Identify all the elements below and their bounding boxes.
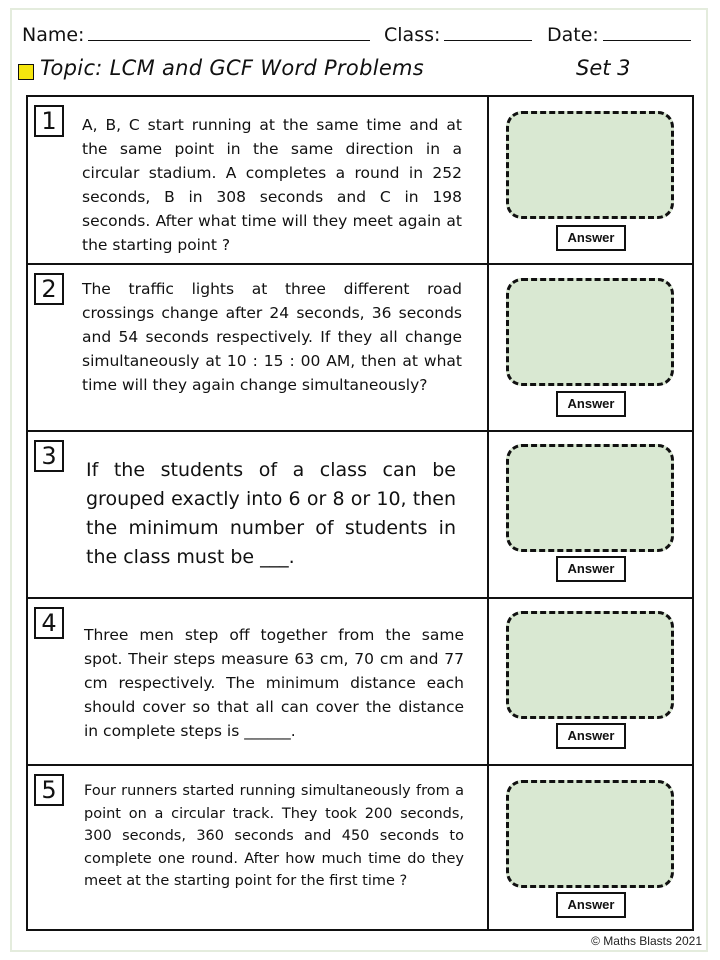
topic-row: [18, 56, 698, 84]
date-label: Date:: [547, 24, 599, 46]
name-line[interactable]: [88, 24, 370, 41]
name-label: Name:: [22, 24, 85, 46]
question-number-box: 2: [34, 273, 64, 305]
class-field[interactable]: [384, 24, 532, 46]
class-line[interactable]: [444, 24, 532, 41]
question-number-box: 3: [34, 440, 64, 472]
question-row-3: [28, 432, 692, 599]
answer-label: Answer: [556, 723, 626, 749]
question-text: The traffic lights at three different road crossings change after 24 seconds, 36 seconds and 54 seconds respectively. If they all change simultaneously at 10 : 15 : 00 AM, then at what time will they again change simultaneously?: [82, 280, 462, 394]
question-text: A, B, C start running at the same time and at the same point in the same direction in a circular stadium. A completes a round in 252 seconds, B in 308 seconds and C in 198 seconds. After what time will they meet again at the starting point ?: [82, 116, 462, 254]
answer-box[interactable]: [506, 278, 674, 386]
question-row-4: [28, 599, 692, 766]
topic-title: Topic: LCM and GCF Word Problems: [40, 56, 425, 80]
answer-label: Answer: [556, 225, 626, 251]
questions-grid: [26, 95, 694, 931]
answer-box[interactable]: [506, 780, 674, 888]
question-number-box: 5: [34, 774, 64, 806]
answer-box[interactable]: [506, 444, 674, 552]
question-row-5: [28, 766, 692, 929]
answer-label: Answer: [556, 391, 626, 417]
name-field[interactable]: [22, 24, 370, 46]
header-row: [22, 24, 694, 54]
question-number-box: 1: [34, 105, 64, 137]
answer-label: Answer: [556, 556, 626, 582]
answer-label: Answer: [556, 892, 626, 918]
question-number-box: 4: [34, 607, 64, 639]
question-text: If the students of a class can be grouped exactly into 6 or 8 or 10, then the minimum number of students in the class must be ___.: [86, 459, 456, 568]
question-row-2: [28, 265, 692, 432]
class-label: Class:: [384, 24, 441, 46]
answer-box[interactable]: [506, 111, 674, 219]
date-field[interactable]: [547, 24, 691, 46]
set-label: Set 3: [576, 56, 631, 80]
answer-box[interactable]: [506, 611, 674, 719]
date-line[interactable]: [603, 24, 691, 41]
topic-marker-icon: [18, 64, 34, 80]
question-text: Four runners started running simultaneously from a point on a circular track. They took 200 seconds, 300 seconds, 360 seconds and 450 seconds to complete one round. After how much time do they meet at the starting point for the first time ?: [84, 783, 464, 889]
question-row-1: [28, 97, 692, 265]
question-text: Three men step off together from the same spot. Their steps measure 63 cm, 70 cm and 77 cm respectively. The minimum distance each should cover so that all can cover the distance in complete steps is ______.: [84, 626, 464, 740]
copyright-footer: © Maths Blasts 2021: [591, 934, 702, 948]
